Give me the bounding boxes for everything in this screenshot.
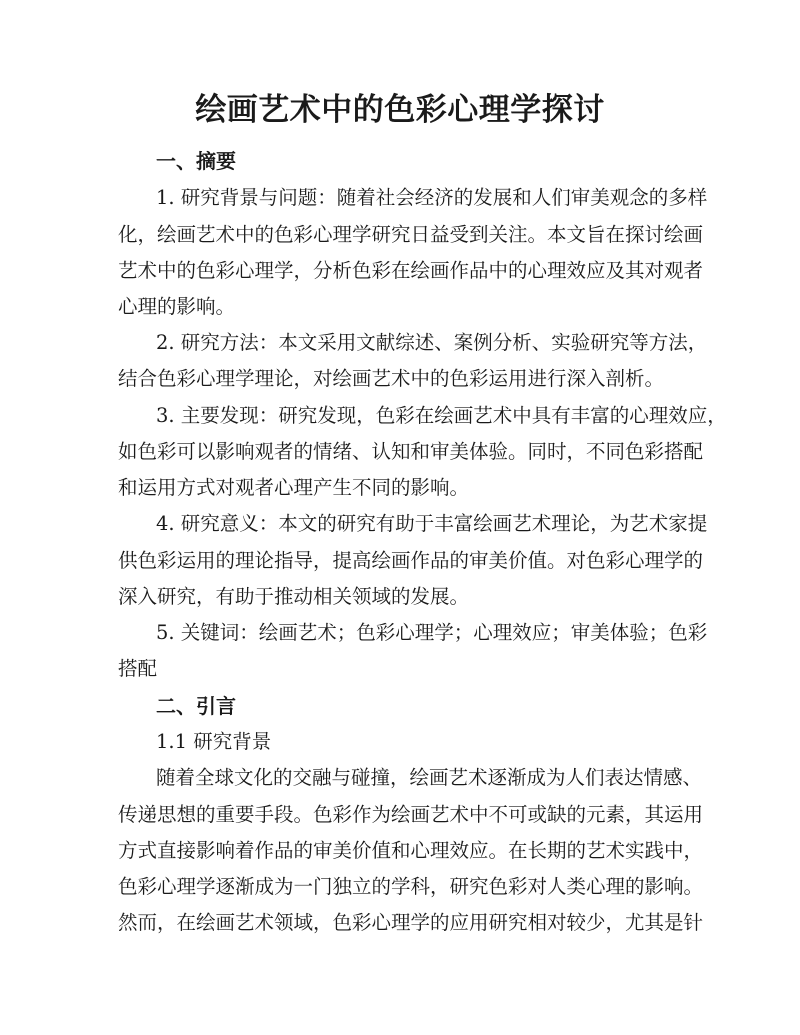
paragraph-line: 和运用方式对观者心理产生不同的影响。 [118, 476, 470, 499]
paragraph-line: 2. 研究方法：本文采用文献综述、案例分析、实验研究等方法， [156, 331, 708, 354]
paragraph-line: 结合色彩心理学理论，对绘画艺术中的色彩运用进行深入剖析。 [118, 367, 665, 390]
paragraph-line: 1. 研究背景与问题：随着社会经济的发展和人们审美观念的多样 [156, 186, 708, 209]
paragraph-line: 随着全球文化的交融与碰撞，绘画艺术逐渐成为人们表达情感、 [156, 766, 703, 789]
paragraph-line: 方式直接影响着作品的审美价值和心理效应。在长期的艺术实践中， [118, 839, 704, 862]
section-heading-introduction: 二、引言 [156, 694, 236, 718]
paragraph-line: 3. 主要发现：研究发现，色彩在绘画艺术中具有丰富的心理效应， [156, 404, 727, 427]
paragraph-line: 传递思想的重要手段。色彩作为绘画艺术中不可或缺的元素，其运用 [118, 803, 704, 826]
paragraph-line: 如色彩可以影响观者的情绪、认知和审美体验。同时，不同色彩搭配 [118, 440, 704, 463]
section-heading-abstract: 一、摘要 [156, 149, 236, 173]
paragraph-line: 心理的影响。 [118, 295, 236, 318]
paragraph-line: 深入研究，有助于推动相关领域的发展。 [118, 585, 470, 608]
paragraph-line: 4. 研究意义：本文的研究有助于丰富绘画艺术理论，为艺术家提 [156, 512, 708, 535]
paragraph-line: 艺术中的色彩心理学，分析色彩在绘画作品中的心理效应及其对观者 [118, 259, 704, 282]
paragraph-line: 色彩心理学逐渐成为一门独立的学科，研究色彩对人类心理的影响。 [118, 875, 704, 898]
document-title: 绘画艺术中的色彩心理学探讨 [195, 92, 605, 128]
paragraph-line: 搭配 [118, 657, 158, 680]
paragraph-line: 然而，在绘画艺术领域，色彩心理学的应用研究相对较少，尤其是针 [118, 911, 704, 934]
subsection-heading: 1.1 研究背景 [156, 730, 272, 753]
paragraph-line: 化，绘画艺术中的色彩心理学研究日益受到关注。本文旨在探讨绘画 [118, 223, 704, 246]
paragraph-line: 供色彩运用的理论指导，提高绘画作品的审美价值。对色彩心理学的 [118, 549, 704, 572]
paragraph-line: 5. 关键词：绘画艺术；色彩心理学；心理效应；审美体验；色彩 [156, 621, 708, 644]
